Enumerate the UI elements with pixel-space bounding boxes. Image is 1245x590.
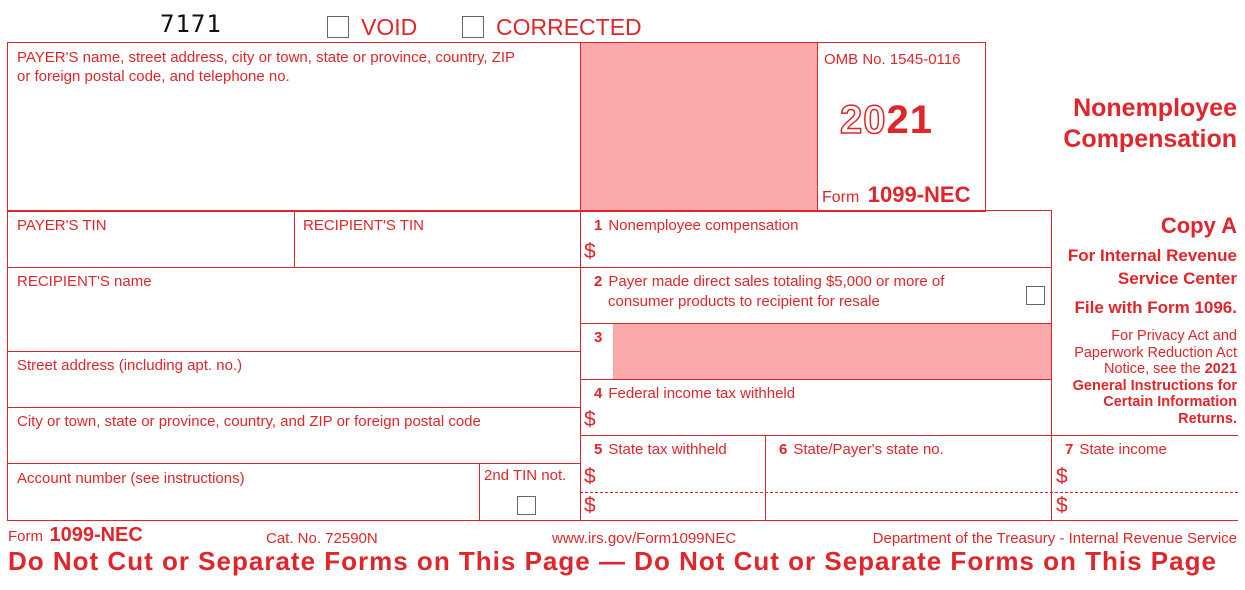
- account-number-label: Account number (see instructions): [17, 470, 245, 487]
- payer-tin-label: PAYER'S TIN: [17, 217, 107, 234]
- second-tin-label: 2nd TIN not.: [484, 467, 567, 484]
- void-label: VOID: [361, 14, 418, 40]
- box6-label: 6 State/Payer's state no.: [779, 441, 944, 458]
- box5-dollar-1: $: [584, 465, 596, 488]
- corrected-label: CORRECTED: [496, 14, 642, 40]
- irs-center: For Internal Revenue Service Center: [1067, 246, 1237, 288]
- payer-block-label-1: PAYER'S name, street address, city or town, state or province, country, ZIP: [17, 49, 516, 66]
- city-label: City or town, state or province, country, and ZIP or foreign postal code: [17, 413, 481, 430]
- copy-a: Copy A: [1160, 213, 1237, 238]
- form-title: Nonemployee Compensation: [1063, 94, 1237, 153]
- corrected-checkbox[interactable]: [462, 16, 484, 38]
- footer-form-id: Form 1099-NEC: [8, 524, 143, 546]
- box3-number: 3: [594, 329, 603, 346]
- box7-dollar-1: $: [1056, 465, 1068, 488]
- form-code: 7171: [160, 10, 222, 38]
- box2-label-1: 2 Payer made direct sales totaling $5,000 or more of: [594, 273, 945, 290]
- payer-block-label-2: or foreign postal code, and telephone no.: [17, 68, 290, 85]
- irs-website: www.irs.gov/Form1099NEC: [552, 530, 737, 547]
- catalog-number: Cat. No. 72590N: [266, 530, 378, 547]
- box2-label-2: consumer products to recipient for resale: [608, 293, 880, 310]
- recipient-tin-label: RECIPIENT'S TIN: [303, 217, 424, 234]
- form-id: Form 1099-NEC: [822, 182, 971, 207]
- department: Department of the Treasury - Internal Revenue Service: [872, 530, 1237, 547]
- box2-checkbox[interactable]: [1026, 286, 1045, 305]
- street-address-label: Street address (including apt. no.): [17, 357, 243, 374]
- box7-dollar-2: $: [1056, 494, 1068, 517]
- second-tin-checkbox[interactable]: [517, 496, 536, 515]
- omb-number: OMB No. 1545-0116: [824, 51, 961, 68]
- box5-dollar-2: $: [584, 494, 596, 517]
- file-with: File with Form 1096.: [1074, 298, 1237, 317]
- box4-label: 4 Federal income tax withheld: [594, 385, 796, 402]
- recipient-name-label: RECIPIENT'S name: [17, 273, 152, 290]
- do-not-cut-warning: Do Not Cut or Separate Forms on This Page — Do Not Cut or Separate Forms on This Page: [8, 546, 1217, 576]
- box1-label: 1 Nonemployee compensation: [594, 217, 799, 234]
- box7-label: 7 State income: [1065, 441, 1167, 458]
- void-checkbox[interactable]: [327, 16, 349, 38]
- box1-dollar: $: [584, 240, 596, 263]
- tax-year: 2021: [840, 98, 933, 142]
- privacy-notice: For Privacy Act and Paperwork Reduction Act Notice, see the 2021 General Instructions for Certain Information Returns.: [1072, 328, 1237, 427]
- box5-label: 5 State tax withheld: [594, 441, 727, 458]
- box4-dollar: $: [584, 408, 596, 431]
